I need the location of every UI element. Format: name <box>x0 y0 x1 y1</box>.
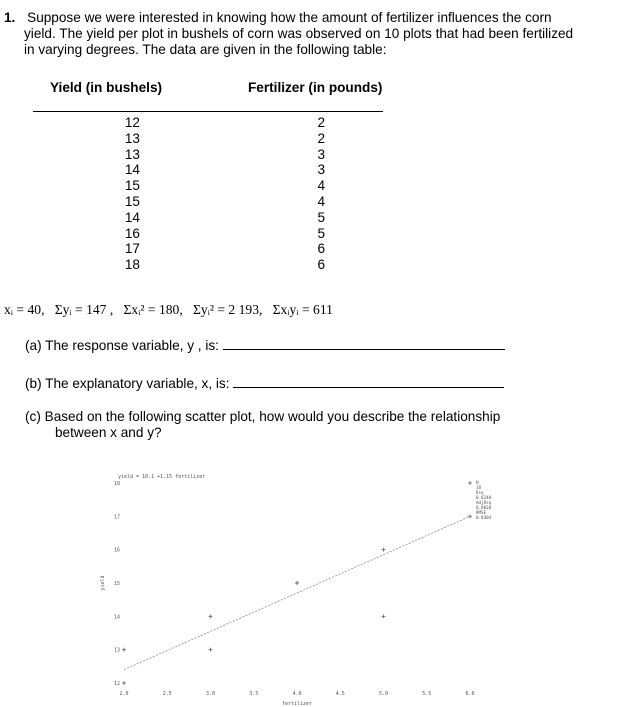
data-point <box>295 581 299 585</box>
stats-panel-text: AdjRsq <box>476 500 492 505</box>
fertilizer-column-header: Fertilizer (in pounds) <box>248 80 383 95</box>
stats-panel-text: 10 <box>476 485 482 490</box>
y-tick-label: 17 <box>113 514 120 521</box>
data-point <box>382 614 386 618</box>
fertilizer-cell: 4 <box>317 193 325 209</box>
question-number: 1. <box>4 10 16 25</box>
x-tick-label: 5.5 <box>422 691 432 697</box>
yield-cell: 13 <box>124 146 140 162</box>
x-tick-label: 4.5 <box>335 691 345 697</box>
fertilizer-cell: 3 <box>317 162 325 178</box>
yield-column-header: Yield (in bushels) <box>50 80 163 95</box>
sum-x-squared: Σxᵢ² = 180, <box>123 302 183 317</box>
part-c-line-1: (c) Based on the following scatter plot, how would you describe the relationship <box>25 409 501 424</box>
y-tick-label: 18 <box>113 481 120 487</box>
stats-panel-text: RMSE <box>476 510 487 515</box>
regression-line <box>124 516 470 669</box>
yield-cell: 14 <box>124 162 140 178</box>
table-rule <box>33 111 383 112</box>
question-text <box>4 10 626 58</box>
data-point <box>382 548 386 552</box>
y-axis-label: yield <box>100 575 106 591</box>
fertilizer-column <box>305 115 325 273</box>
stats-panel-text: 0.8020 <box>476 505 492 510</box>
scatter-plot <box>0 465 633 707</box>
fertilizer-cell: 5 <box>317 209 325 225</box>
fertilizer-cell: 6 <box>317 241 325 257</box>
plot-layer <box>100 474 492 707</box>
sum-y: Σyᵢ = 147 , <box>54 302 114 317</box>
question-line-3: in varying degrees. The data are given in the following table: <box>24 42 387 57</box>
yield-cell: 12 <box>124 115 140 130</box>
x-tick-label: 5.0 <box>378 691 389 697</box>
yield-cell: 15 <box>124 178 140 194</box>
data-point <box>468 514 472 518</box>
part-c-line-2: between x and y? <box>55 425 162 440</box>
data-point <box>122 648 126 652</box>
x-tick-label: 3.5 <box>249 691 259 697</box>
fertilizer-cell: 3 <box>317 146 325 162</box>
x-tick-label: 2.0 <box>119 691 129 697</box>
part-b <box>25 375 504 392</box>
stats-panel-text: N <box>476 480 479 485</box>
x-tick-label: 2.5 <box>162 691 172 697</box>
y-tick-label: 15 <box>113 581 120 587</box>
y-tick-label: 16 <box>113 547 120 554</box>
fertilizer-cell: 4 <box>317 178 325 194</box>
fertilizer-cell: 2 <box>317 115 325 130</box>
data-point <box>209 648 213 652</box>
yield-cell: 14 <box>124 209 140 225</box>
part-a-answer-blank[interactable] <box>223 337 505 350</box>
stats-panel-text: 0.8240 <box>476 495 492 500</box>
yield-cell: 18 <box>124 257 140 273</box>
yield-cell: 15 <box>124 193 140 209</box>
sum-x: xᵢ = 40, <box>4 302 45 317</box>
sum-y-squared: Σyᵢ² = 2 193, <box>192 302 263 317</box>
part-a-text: (a) The response variable, y , is: <box>25 338 219 353</box>
chart-title: yield = 10.1 +1.15 fertilizer <box>118 474 206 480</box>
y-tick-label: 14 <box>113 614 120 621</box>
sum-xy: Σxᵢyᵢ = 611 <box>272 302 333 317</box>
question-line-2: yield. The yield per plot in bushels of corn was observed on 10 plots that had been fertilized <box>24 26 574 41</box>
y-tick-label: 13 <box>113 647 120 654</box>
yield-cell: 13 <box>124 130 140 146</box>
data-point <box>209 614 213 618</box>
fertilizer-cell: 6 <box>317 257 325 273</box>
yield-cell: 16 <box>124 225 140 241</box>
x-tick-label: 3.0 <box>205 691 216 697</box>
part-b-text: (b) The explanatory variable, x, is: <box>25 376 230 391</box>
fertilizer-cell: 5 <box>317 225 325 241</box>
y-tick-label: 12 <box>113 681 120 687</box>
part-a <box>25 337 505 354</box>
data-point <box>468 481 472 485</box>
fertilizer-cell: 2 <box>317 130 325 146</box>
summary-statistics <box>4 302 333 318</box>
x-tick-label: 6.0 <box>465 691 475 697</box>
part-b-answer-blank[interactable] <box>233 375 504 388</box>
x-axis-label: fertilizer <box>281 701 313 707</box>
x-tick-label: 4.0 <box>292 691 302 697</box>
part-c <box>25 409 625 441</box>
stats-panel-text: 0.8404 <box>476 515 492 520</box>
yield-column <box>110 115 140 273</box>
question-line-1: Suppose we were interested in knowing how the amount of fertilizer influences the corn <box>27 10 552 25</box>
yield-cell: 17 <box>124 241 140 257</box>
data-point <box>122 681 126 685</box>
stats-panel-text: Rsq <box>476 490 484 495</box>
